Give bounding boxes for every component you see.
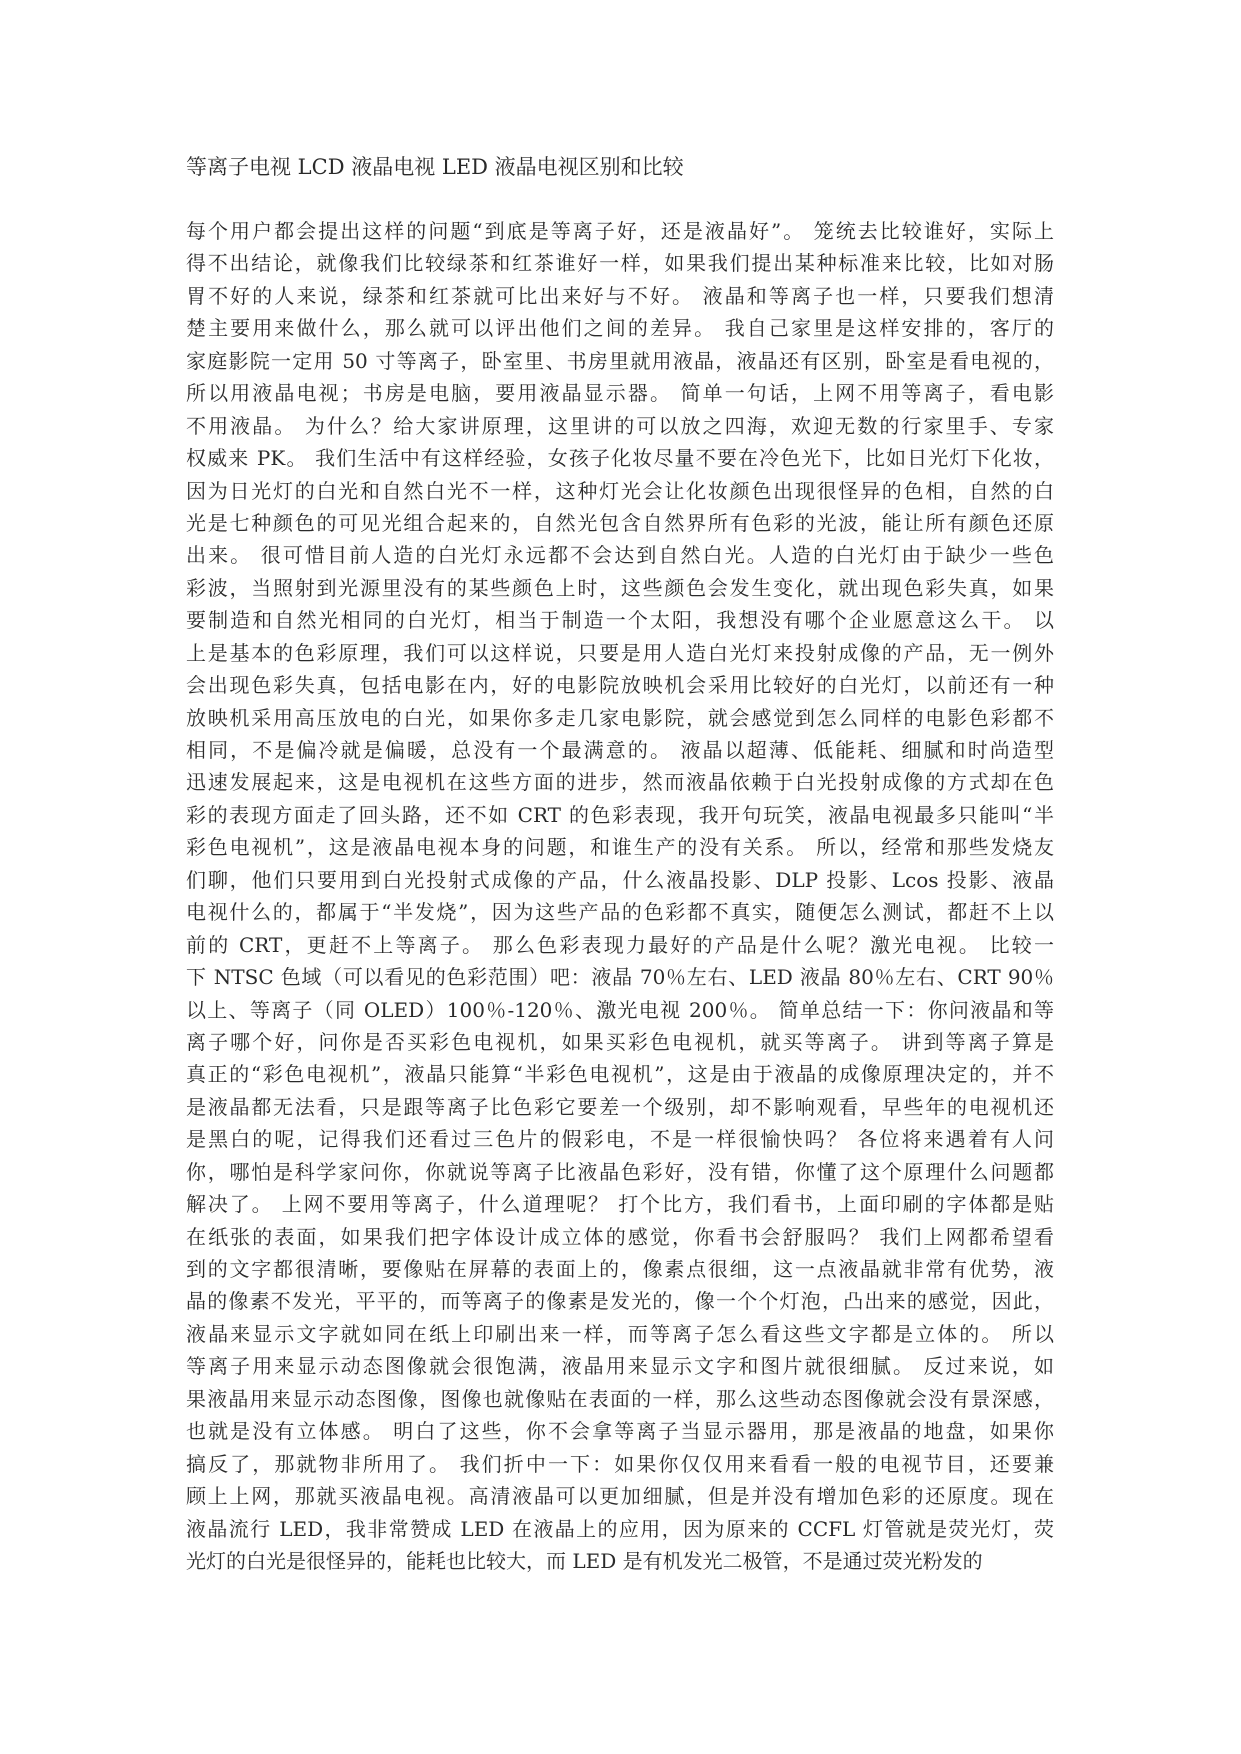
body-text-line: 彩的表现方面走了回头路，还不如 CRT 的色彩表现，我开句玩笑，液晶电视最多只能叫“半 xyxy=(186,802,1054,827)
body-text-line: 因为日光灯的白光和自然白光不一样，这种灯光会让化妆颜色出现很怪异的色相，自然的白 xyxy=(186,478,1054,503)
body-text-line: 液晶流行 LED，我非常赞成 LED 在液晶上的应用，因为原来的 CCFL 灯管就是荧光灯，荧 xyxy=(186,1516,1054,1541)
body-text-line: 会出现色彩失真，包括电影在内，好的电影院放映机会采用比较好的白光灯，以前还有一种 xyxy=(186,673,1054,698)
body-text-line: 电视什么的，都属于“半发烧”，因为这些产品的色彩都不真实，随便怎么测试，都赶不上以 xyxy=(186,900,1054,925)
body-text-line: 不用液晶。 为什么？给大家讲原理，这里讲的可以放之四海，欢迎无数的行家里手、专家 xyxy=(186,413,1054,438)
body-text-line: 在纸张的表面，如果我们把字体设计成立体的感觉，你看书会舒服吗？ 我们上网都希望看 xyxy=(186,1224,1054,1249)
body-text-line: 液晶来显示文字就如同在纸上印刷出来一样，而等离子怎么看这些文字都是立体的。 所以 xyxy=(186,1321,1054,1346)
body-text-line: 离子哪个好，问你是否买彩色电视机，如果买彩色电视机，就买等离子。 讲到等离子算是 xyxy=(186,1029,1054,1054)
body-text-line: 放映机采用高压放电的白光，如果你多走几家电影院，就会感觉到怎么同样的电影色彩都不 xyxy=(186,705,1054,730)
body-text-line: 家庭影院一定用 50 寸等离子，卧室里、书房里就用液晶，液晶还有区别，卧室是看电视的， xyxy=(186,348,1054,373)
body-text-line: 下 NTSC 色域（可以看见的色彩范围）吧：液晶 70％左右、LED 液晶 80％左右、CRT 90％ xyxy=(186,965,1054,990)
body-text-line: 上是基本的色彩原理，我们可以这样说，只要是用人造白光灯来投射成像的产品，无一例外 xyxy=(186,640,1054,665)
body-text-line: 所以用液晶电视；书房是电脑，要用液晶显示器。 简单一句话，上网不用等离子，看电影 xyxy=(186,381,1054,406)
body-text-line: 权威来 PK。 我们生活中有这样经验，女孩子化妆尽量不要在冷色光下，比如日光灯下化妆， xyxy=(186,446,1054,471)
body-text-line: 要制造和自然光相同的白光灯，相当于制造一个太阳，我想没有哪个企业愿意这么干。 以 xyxy=(186,608,1054,633)
body-text-line: 到的文字都很清晰，要像贴在屏幕的表面上的，像素点很细，这一点液晶就非常有优势，液 xyxy=(186,1257,1054,1281)
body-text-line: 以上、等离子（同 OLED）100％-120％、激光电视 200％。 简单总结一下：你问液晶和等 xyxy=(186,997,1054,1022)
body-text-line: 每个用户都会提出这样的问题“到底是等离子好，还是液晶好”。 笼统去比较谁好，实际上 xyxy=(186,219,1054,243)
body-text-line: 真正的“彩色电视机”，液晶只能算“半彩色电视机”，这是由于液晶的成像原理决定的，并不 xyxy=(186,1062,1054,1087)
body-text-line: 顾上上网，那就买液晶电视。高清液晶可以更加细腻，但是并没有增加色彩的还原度。现在 xyxy=(186,1484,1054,1509)
body-text-line: 相同，不是偏冷就是偏暖，总没有一个最满意的。 液晶以超薄、低能耗、细腻和时尚造型 xyxy=(186,738,1054,762)
body-text-line: 搞反了，那就物非所用了。 我们折中一下：如果你仅仅用来看看一般的电视节目，还要兼 xyxy=(186,1451,1054,1476)
body-text-line: 楚主要用来做什么，那么就可以评出他们之间的差异。 我自己家里是这样安排的，客厅的 xyxy=(186,316,1054,341)
body-text-line: 解决了。 上网不要用等离子，什么道理呢？ 打个比方，我们看书，上面印刷的字体都是贴 xyxy=(186,1192,1054,1217)
body-text-line: 光是七种颜色的可见光组合起来的，自然光包含自然界所有色彩的光波，能让所有颜色还原 xyxy=(186,510,1054,535)
body-text-line: 彩波，当照射到光源里没有的某些颜色上时，这些颜色会发生变化，就出现色彩失真，如果 xyxy=(186,575,1054,600)
body-text-line: 前的 CRT，更赶不上等离子。 那么色彩表现力最好的产品是什么呢？激光电视。 比较一 xyxy=(186,932,1054,957)
body-text-line: 彩色电视机”，这是液晶电视本身的问题，和谁生产的没有关系。 所以，经常和那些发烧友 xyxy=(186,835,1054,860)
document-body xyxy=(186,215,1054,1577)
body-text-line: 光灯的白光是很怪异的，能耗也比较大，而 LED 是有机发光二极管，不是通过荧光粉发的 xyxy=(186,1548,983,1573)
body-text-line: 迅速发展起来，这是电视机在这些方面的进步，然而液晶依赖于白光投射成像的方式却在色 xyxy=(186,770,1054,795)
body-text-line: 是黑白的呢，记得我们还看过三色片的假彩电，不是一样很愉快吗？ 各位将来遇着有人问 xyxy=(186,1127,1054,1152)
body-text-line: 果液晶用来显示动态图像，图像也就像贴在表面的一样，那么这些动态图像就会没有景深感， xyxy=(186,1386,1054,1411)
body-text-line: 是液晶都无法看，只是跟等离子比色彩它要差一个级别，却不影响观看，早些年的电视机还 xyxy=(186,1094,1054,1119)
document-title: 等离子电视 LCD 液晶电视 LED 液晶电视区别和比较 xyxy=(186,155,684,179)
body-text-line: 得不出结论，就像我们比较绿茶和红茶谁好一样，如果我们提出某种标准来比较，比如对肠 xyxy=(186,251,1054,276)
body-text-line: 们聊，他们只要用到白光投射式成像的产品，什么液晶投影、DLP 投影、Lcos 投影、液晶 xyxy=(186,867,1054,892)
body-text-line: 你，哪怕是科学家问你，你就说等离子比液晶色彩好，没有错，你懂了这个原理什么问题都 xyxy=(186,1159,1054,1184)
body-text-line: 也就是没有立体感。 明白了这些，你不会拿等离子当显示器用，那是液晶的地盘，如果你 xyxy=(186,1419,1054,1444)
body-text-line: 出来。 很可惜目前人造的白光灯永远都不会达到自然白光。人造的白光灯由于缺少一些色 xyxy=(186,543,1054,568)
body-text-line: 晶的像素不发光，平平的，而等离子的像素是发光的，像一个个灯泡，凸出来的感觉，因此， xyxy=(186,1289,1054,1314)
body-text-line: 胃不好的人来说，绿茶和红茶就可比出来好与不好。 液晶和等离子也一样，只要我们想清 xyxy=(186,283,1054,308)
body-text-line: 等离子用来显示动态图像就会很饱满，液晶用来显示文字和图片就很细腻。 反过来说，如 xyxy=(186,1354,1054,1379)
